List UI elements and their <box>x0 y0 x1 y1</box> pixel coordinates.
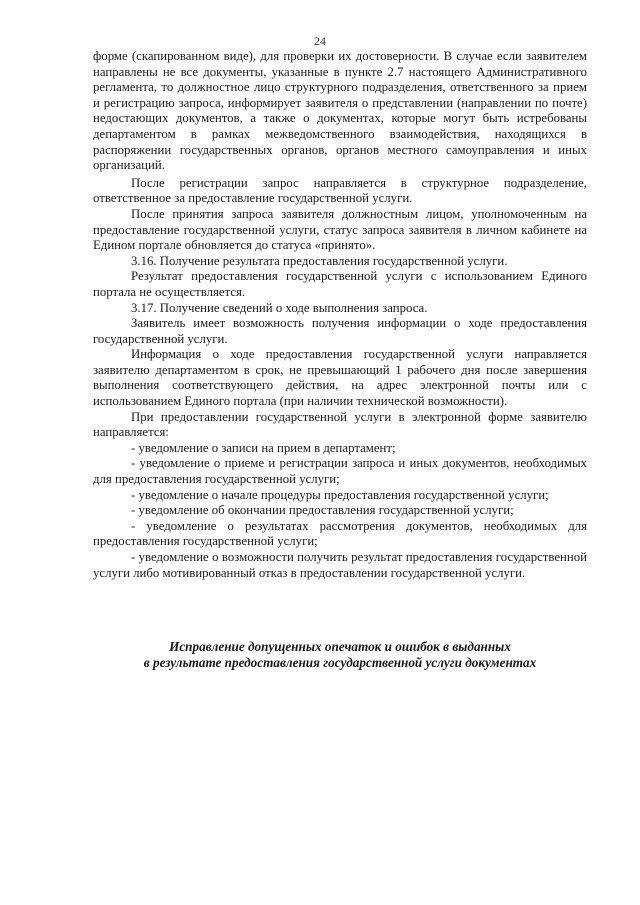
heading-line-1: Исправление допущенных опечаток и ошибок в выданных <box>169 639 511 654</box>
section-heading <box>93 639 587 671</box>
paragraph-result-portal: Результат предоставления государственной услуги с использованием Единого портала не осуществляется. <box>93 269 587 299</box>
list-item-procedure-start: - уведомление о начале процедуры предоставления государственной услуги; <box>131 487 549 502</box>
paragraph-status-accepted: После принятия запроса заявителя должностным лицом, уполномоченным на предоставление государственной услуги, статус запроса заявителя в личном кабинете на Едином портале обновляется до статуса «принято». <box>93 206 587 253</box>
list-item-review-results: - уведомление о результатах рассмотрения документов, необходимых для предоставления государственной услуги; <box>93 518 587 549</box>
paragraph-info-deadline: Информация о ходе предоставления государственной услуги направляется заявителю департаментом в срок, не превышающий 1 рабочего дня после завершения выполнения соответствующего действия, на адрес электронной почты или с использованием Единого портала (при наличии технической возможности). <box>93 347 587 409</box>
paragraph-electronic-form: При предоставлении государственной услуги в электронной форме заявителю направляется: <box>93 409 587 440</box>
paragraph-after-registration: После регистрации запрос направляется в структурное подразделение, ответственное за предоставление государственной услуги. <box>93 175 587 206</box>
paragraph-applicant-info: Заявитель имеет возможность получения информации о ходе предоставления государственной услуги. <box>93 316 587 346</box>
paragraph-verification: форме (скапированном виде), для проверки их достоверности. В случае если заявителем направлены не все документы, указанные в пункте 2.7 настоящего Административного регламента, то должностное лицо структурного подразделения, ответственного за прием и регистрацию запроса, информирует заявителя о представлении (направлении по почте) недостающих документов, а также о документах, которые могут быть истребованы департаментом в рамках межведомственного взаимодействия, находящихся в распоряжении государственных органов, органов местного самоуправления и иных организаций. <box>93 49 587 173</box>
list-item-completion: - уведомление об окончании предоставления государственной услуги; <box>131 503 514 518</box>
section-3-16-title: 3.16. Получение результата предоставления государственной услуги. <box>131 253 508 268</box>
heading-line-2: в результате предоставления государственной услуги документах <box>143 655 537 670</box>
list-item-registration: - уведомление о приеме и регистрации запроса и иных документов, необходимых для предоставления государственной услуги; <box>93 456 587 487</box>
list-item-appointment: - уведомление о записи на прием в департамент; <box>131 440 396 455</box>
list-item-result-possibility: - уведомление о возможности получить результат предоставления государственной услуги либо мотивированный отказ в предоставлении государственной услуги. <box>93 550 587 580</box>
document-body <box>93 49 587 581</box>
page-number: 24 <box>314 34 326 48</box>
section-3-17-title: 3.17. Получение сведений о ходе выполнения запроса. <box>131 300 428 315</box>
